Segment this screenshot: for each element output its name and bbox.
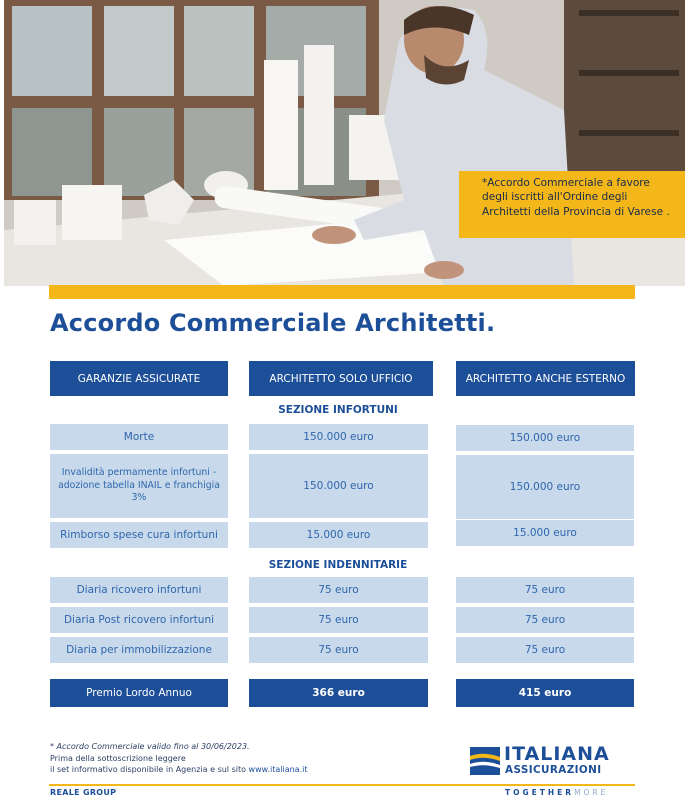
disclaimer-line-3: il set informativo disponibile in Agenzia e sul sito: [50, 765, 246, 774]
row-value-ufficio: 150.000 euro: [249, 424, 428, 450]
together-more-claim: [505, 788, 608, 797]
row-label: Diaria per immobilizzazione: [50, 637, 228, 663]
header-garanzie: GARANZIE ASSICURATE: [50, 361, 228, 396]
row-value-esterno: 150.000 euro: [456, 455, 634, 519]
row-label: Morte: [50, 424, 228, 450]
row-label: Diaria ricovero infortuni: [50, 577, 228, 603]
total-label: Premio Lordo Annuo: [50, 679, 228, 707]
row-value-ufficio: 15.000 euro: [249, 522, 428, 548]
accent-bar: [49, 285, 635, 299]
hero-photo: [4, 0, 685, 286]
page-title: Accordo Commerciale Architetti.: [50, 309, 496, 337]
section-indennitarie: SEZIONE INDENNITARIE: [268, 559, 408, 571]
total-esterno: 415 euro: [456, 679, 634, 707]
website-link[interactable]: www.italiana.it: [248, 765, 308, 774]
row-value-ufficio: 75 euro: [249, 607, 428, 633]
row-value-esterno: 75 euro: [456, 577, 634, 603]
validity-note: * Accordo Commerciale valido fino al 30/06/2023.: [50, 742, 250, 751]
row-label: Diaria Post ricovero infortuni: [50, 607, 228, 633]
architect-photo-illustration: [4, 0, 685, 286]
row-value-esterno: 75 euro: [456, 637, 634, 663]
disclaimer-line-2: Prima della sottoscrizione leggere: [50, 753, 186, 763]
footer-divider: [49, 784, 635, 786]
row-value-ufficio: 150.000 euro: [249, 454, 428, 518]
agreement-note-banner: *Accordo Commerciale a favore degli iscritti all'Ordine degli Architetti della Provincia di Varese .: [459, 171, 685, 238]
header-solo-ufficio: ARCHITETTO SOLO UFFICIO: [249, 361, 433, 396]
claim-strong: TOGETHER: [505, 788, 575, 797]
row-label: Invalidità permamente infortuni - adozione tabella INAIL e franchigia 3%: [50, 454, 228, 518]
row-value-esterno: 15.000 euro: [456, 520, 634, 546]
row-value-ufficio: 75 euro: [249, 637, 428, 663]
brand-mark-icon: [470, 747, 500, 775]
section-infortuni: SEZIONE INFORTUNI: [278, 404, 398, 416]
italiana-assicurazioni-logo: [470, 745, 636, 777]
row-value-esterno: 75 euro: [456, 607, 634, 633]
header-anche-esterno: ARCHITETTO ANCHE ESTERNO: [456, 361, 635, 396]
brand-name: ITALIANA: [504, 743, 610, 765]
brand-subtitle: ASSICURAZIONI: [505, 764, 602, 776]
row-value-esterno: 150.000 euro: [456, 425, 634, 451]
total-ufficio: 366 euro: [249, 679, 428, 707]
row-label: Rimborso spese cura infortuni: [50, 522, 228, 548]
reale-group-label: REALE GROUP: [50, 788, 117, 797]
row-value-ufficio: 75 euro: [249, 577, 428, 603]
disclaimer: [50, 741, 370, 776]
claim-light: MORE: [574, 788, 609, 797]
